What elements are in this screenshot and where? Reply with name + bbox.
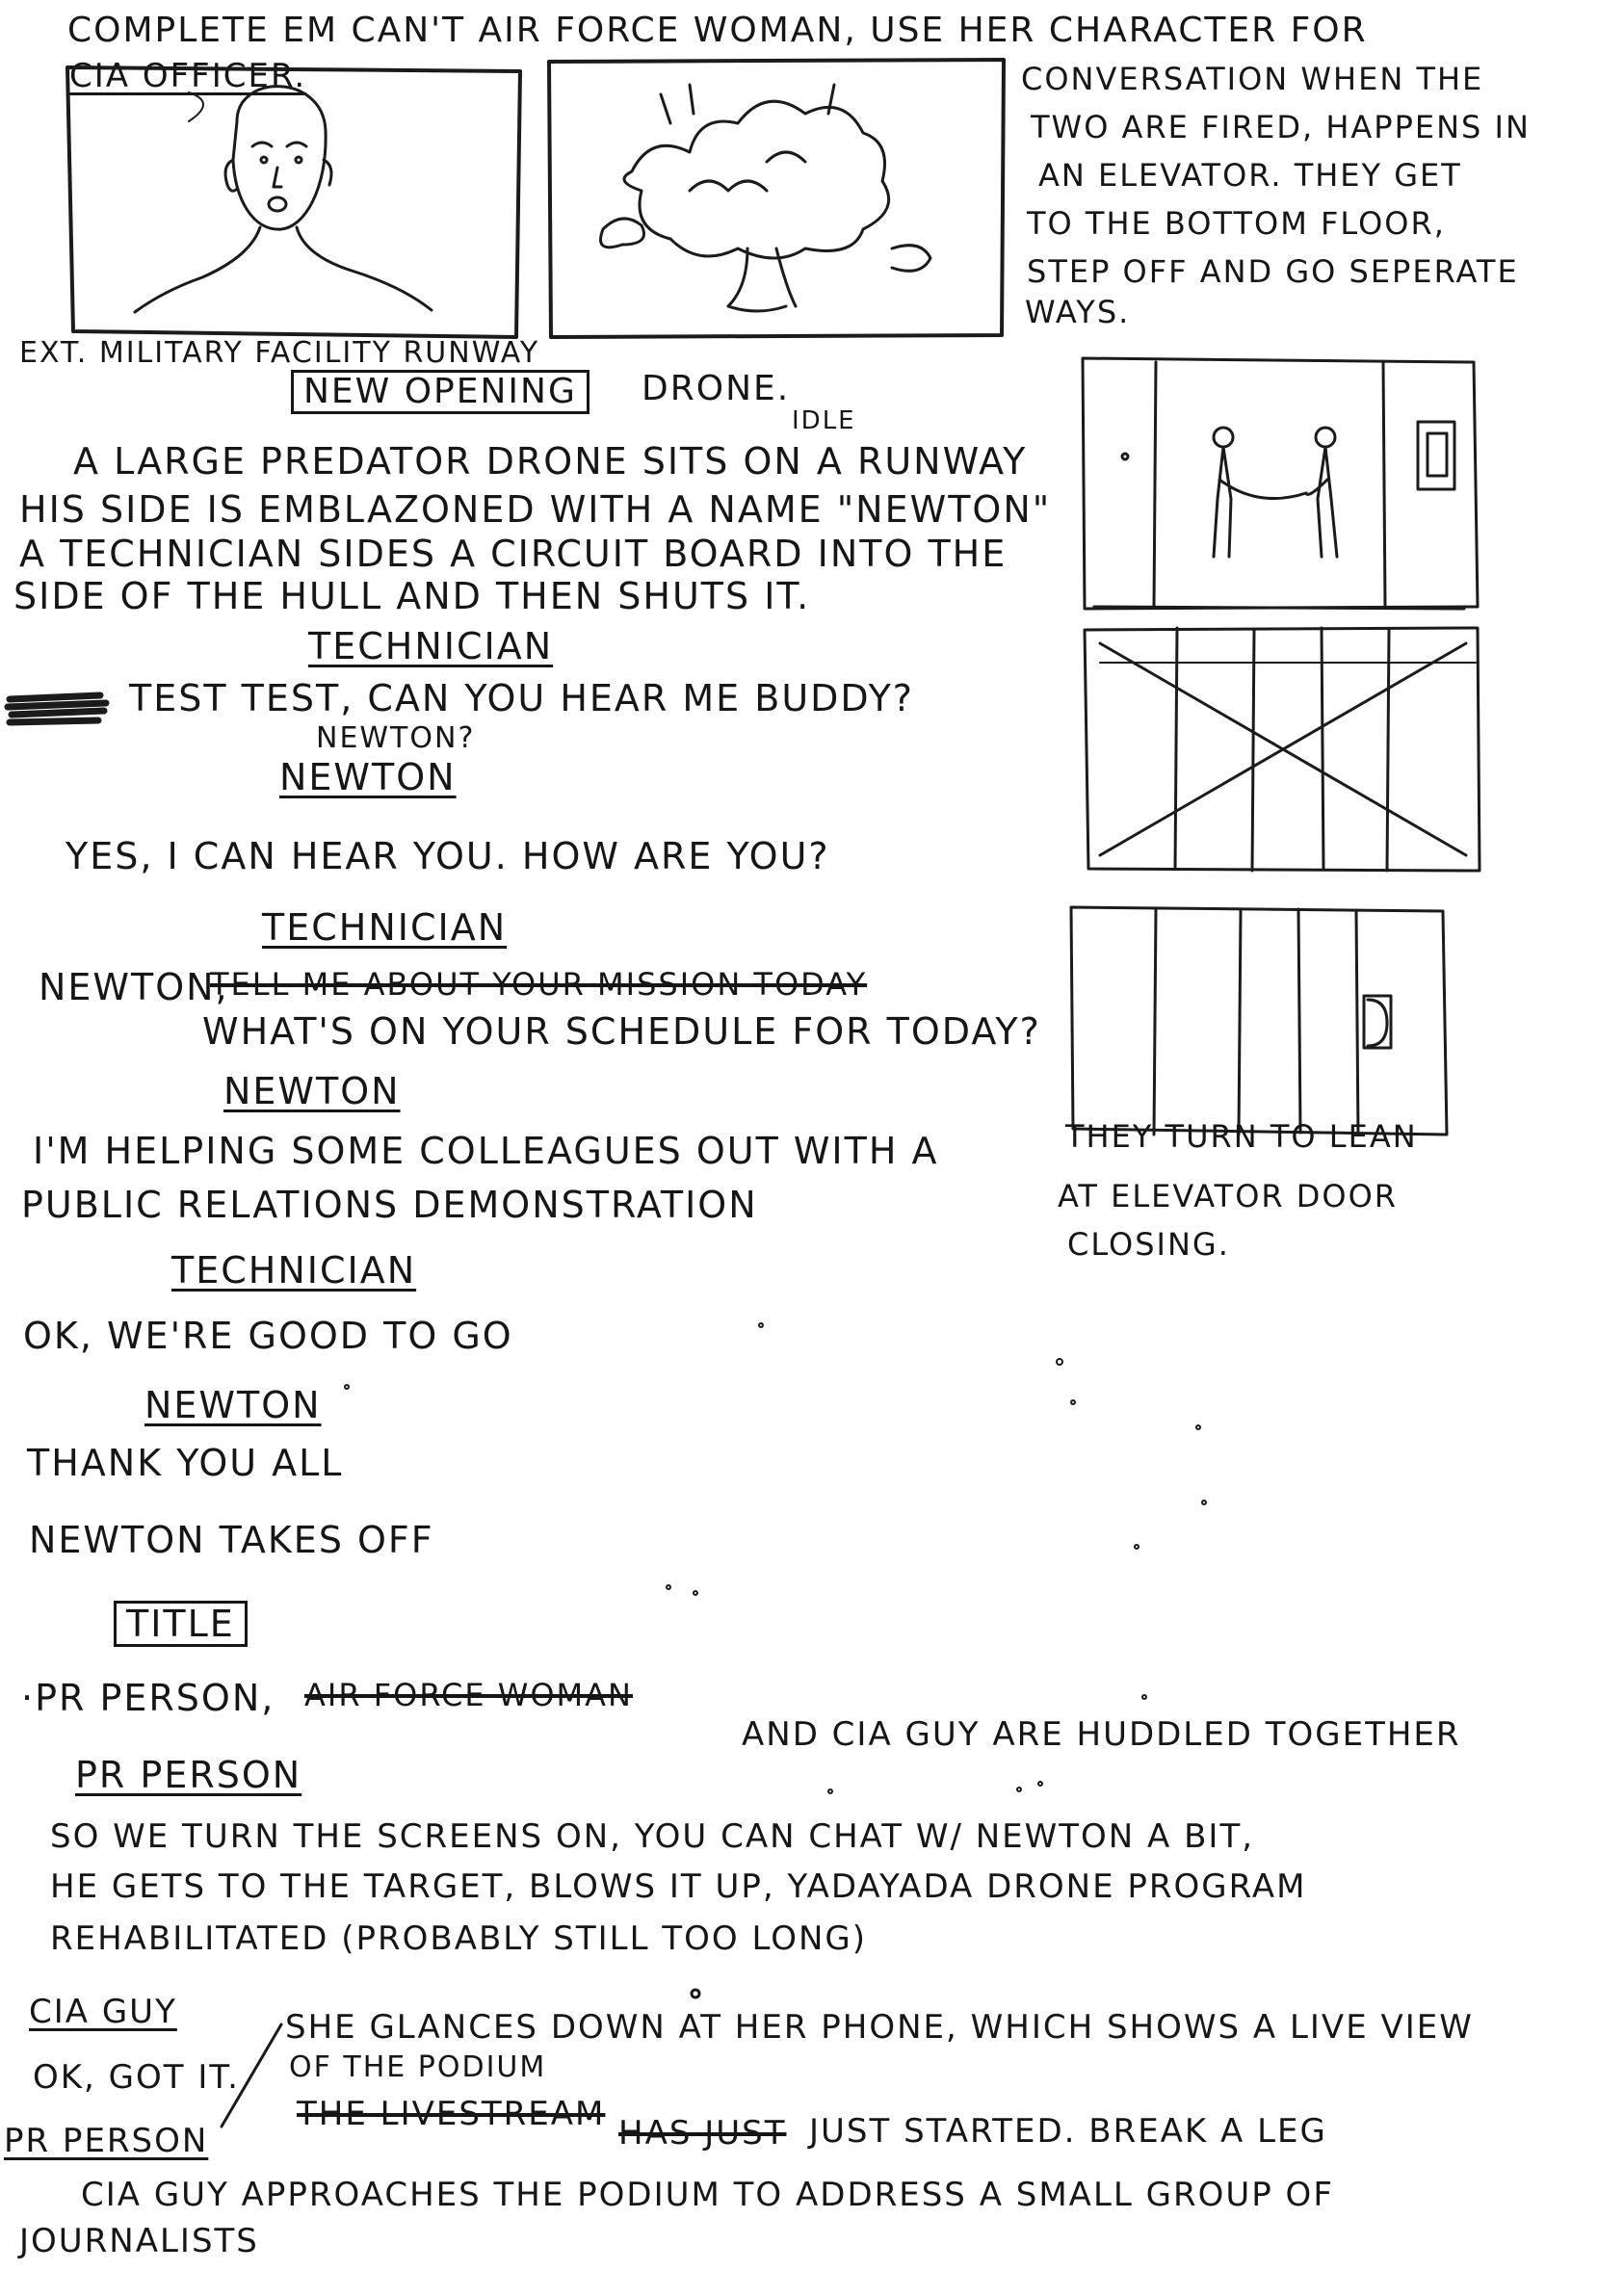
dialog-line-5: OK, WE'RE GOOD TO GO bbox=[23, 1315, 513, 1357]
dialog-line-1: TEST TEST, CAN YOU HEAR ME BUDDY? bbox=[129, 677, 914, 719]
dialog-line-4a: I'M HELPING SOME COLLEAGUES OUT WITH A bbox=[33, 1130, 939, 1172]
note-right-4: TO THE BOTTOM FLOOR, bbox=[1027, 205, 1446, 242]
insert-idle: IDLE bbox=[792, 406, 856, 435]
dialog-line-6: THANK YOU ALL bbox=[27, 1442, 344, 1484]
dialog-line-9-tail: JUST STARTED. BREAK A LEG bbox=[809, 2112, 1327, 2151]
character-newton-1: NEWTON bbox=[279, 756, 457, 798]
action-line-5: NEWTON TAKES OFF bbox=[29, 1519, 434, 1561]
action-line-8b: JOURNALISTS bbox=[19, 2222, 259, 2260]
scene-slugline: EXT. MILITARY FACILITY RUNWAY bbox=[19, 336, 540, 370]
action-line-6-struck: AIR FORCE WOMAN bbox=[304, 1677, 633, 1713]
note-right-6: WAYS. bbox=[1025, 294, 1131, 330]
storyboard-caption-3: CLOSING. bbox=[1067, 1226, 1230, 1263]
storyboard-caption-2: AT ELEVATOR DOOR bbox=[1058, 1178, 1399, 1214]
dialog-line-7b: HE GETS TO THE TARGET, BLOWS IT UP, YADAYADA DRONE PROGRAM bbox=[50, 1867, 1307, 1906]
insert-newton: NEWTON? bbox=[316, 721, 476, 755]
new-opening-suffix: DRONE. bbox=[642, 369, 791, 408]
character-technician-1: TECHNICIAN bbox=[308, 625, 554, 667]
dialog-line-7a: SO WE TURN THE SCREENS ON, YOU CAN CHAT W/ NEWTON A BIT, bbox=[50, 1817, 1255, 1856]
note-right-5: STEP OFF AND GO SEPERATE bbox=[1027, 253, 1519, 290]
dialog-line-8: OK, GOT IT. bbox=[33, 2058, 240, 2097]
character-pr-person-1: PR PERSON bbox=[75, 1754, 302, 1796]
action-line-7b: OF THE PODIUM bbox=[289, 2050, 547, 2084]
character-newton-2: NEWTON bbox=[223, 1070, 401, 1112]
new-opening-label: NEW OPENING bbox=[291, 370, 589, 414]
action-line-1: A LARGE PREDATOR DRONE SITS ON A RUNWAY bbox=[73, 440, 1028, 483]
dialog-line-2: YES, I CAN HEAR YOU. HOW ARE YOU? bbox=[65, 835, 830, 877]
action-line-4: SIDE OF THE HULL AND THEN SHUTS IT. bbox=[13, 575, 811, 617]
note-right-3: AN ELEVATOR. THEY GET bbox=[1038, 157, 1462, 194]
character-technician-3: TECHNICIAN bbox=[171, 1249, 417, 1292]
dialog-line-3-replacement: WHAT'S ON YOUR SCHEDULE FOR TODAY? bbox=[202, 1010, 1041, 1053]
dialog-line-3-lead: NEWTON, bbox=[39, 966, 229, 1008]
character-technician-2: TECHNICIAN bbox=[262, 906, 508, 949]
title-card-label: TITLE bbox=[114, 1601, 248, 1647]
dialog-line-4b: PUBLIC RELATIONS DEMONSTRATION bbox=[21, 1184, 758, 1226]
action-line-6-tail: AND CIA GUY ARE HUDDLED TOGETHER bbox=[742, 1715, 1461, 1754]
action-line-6-lead: ·PR PERSON, bbox=[21, 1677, 275, 1719]
character-pr-person-2: PR PERSON bbox=[4, 2122, 209, 2160]
storyboard-caption-1: THEY TURN TO LEAN bbox=[1065, 1118, 1418, 1155]
dialog-line-9-struck: HAS JUST bbox=[618, 2114, 787, 2153]
note-line-2: CIA OFFICER. bbox=[69, 57, 307, 95]
dialog-line-9-lead: THE LIVESTREAM bbox=[297, 2095, 606, 2133]
dialog-line-3-struck: TELL ME ABOUT YOUR MISSION TODAY bbox=[210, 966, 868, 1003]
action-line-7a: SHE GLANCES DOWN AT HER PHONE, WHICH SHOWS A LIVE VIEW bbox=[285, 2008, 1474, 2047]
character-newton-3: NEWTON bbox=[144, 1384, 322, 1426]
character-cia-guy-1: CIA GUY bbox=[29, 1993, 177, 2031]
note-right-2: TWO ARE FIRED, HAPPENS IN bbox=[1031, 109, 1531, 145]
dialog-line-7c: REHABILITATED (PROBABLY STILL TOO LONG) bbox=[50, 1919, 868, 1958]
action-line-8a: CIA GUY APPROACHES THE PODIUM TO ADDRESS A SMALL GROUP OF bbox=[81, 2176, 1334, 2214]
note-line-1: COMPLETE EM CAN'T AIR FORCE WOMAN, USE HER CHARACTER FOR bbox=[67, 11, 1368, 50]
note-right-1: CONVERSATION WHEN THE bbox=[1021, 61, 1484, 97]
action-line-2: HIS SIDE IS EMBLAZONED WITH A NAME "NEWTON" bbox=[19, 488, 1052, 531]
action-line-3: A TECHNICIAN SIDES A CIRCUIT BOARD INTO THE bbox=[19, 533, 1008, 575]
